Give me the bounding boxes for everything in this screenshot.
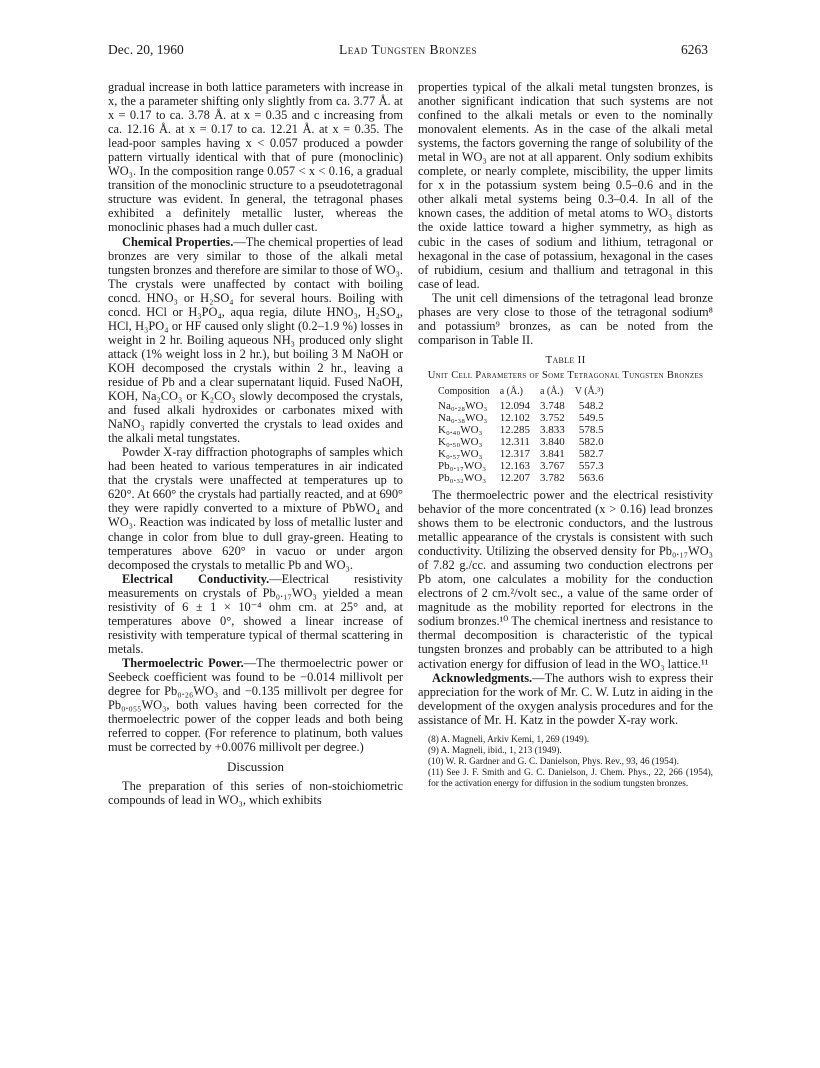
- reference-item: (8) A. Magneli, Arkiv Kemi, 1, 269 (1949).: [428, 734, 590, 745]
- cell-value: 3.841: [539, 447, 565, 460]
- runin-heading: Chemical Properties.: [122, 234, 234, 249]
- reference-item: (10) W. R. Gardner and G. C. Danielson, Phys. Rev., 93, 46 (1954).: [428, 756, 679, 767]
- paragraph-chemical: [108, 235, 403, 446]
- reference-item: (11) See J. F. Smith and G. C. Danielson, J. Chem. Phys., 22, 266 (1954), for the activation energy for diffusion in the sodium tungsten bronzes.: [428, 767, 713, 789]
- cell-value: 3.752: [539, 411, 565, 424]
- paragraph-electrical: [108, 572, 403, 656]
- runin-heading: Acknowledgments.: [432, 670, 533, 685]
- paragraph-thermoelectric: [108, 656, 403, 754]
- table-title: Table II: [545, 353, 586, 366]
- paragraph-text: —The authors wish to express their appreciation for the work of Mr. C. W. Lutz in aiding in the development of the oxygen analysis procedures and for the assistance of Mr. H. Katz in the powder X-ray work.: [418, 670, 713, 727]
- cell-value: 578.5: [578, 423, 604, 436]
- paragraph: The thermoelectric power and the electrical resistivity behavior of the more concentrated (x > 0.16) lead bronzes shows them to be electronic conductors, and the lustrous metallic appearance of the crystals is consistent with such conductivity. Utilizing the observed density for Pb₀.₁₇WO₃ of 7.82 g./cc. and assuming two conduction electrons per Pb atom, one calculates a mobility for the conduction electrons of 2 cm.²/volt sec., a value of the same order of magnitude as the mobility reported for electrons in the sodium bronzes.¹⁰ The chemical inertness and resistance to thermal decomposition is characteristic of the typical tungsten bronzes and probably can be attributed to a high activation energy for diffusion of lead in the WO₃ lattice.¹¹: [418, 487, 713, 671]
- table-row: [438, 448, 614, 460]
- cell-value: 549.5: [578, 411, 604, 424]
- cell-value: 12.207: [499, 471, 530, 484]
- column-header: a (Å.): [539, 385, 564, 397]
- column-header: a (Å.): [499, 385, 524, 397]
- cell-composition: Na₀.₃₈WO₃: [438, 411, 488, 424]
- cell-value: 12.163: [499, 459, 530, 472]
- data-table: [438, 386, 614, 484]
- paragraph-text: —The thermoelectric power or Seebeck coefficient was found to be −0.014 millivolt per degree for Pb₀.₂₆WO₃ and −0.135 millivolt per degree for Pb₀.₀₅₅WO₃, both values having been corrected for the thermoelectric power of the copper leads and both being referred to copper. (For reference to platinum, both values must be corrected by +0.0076 millivolt per degree.): [108, 655, 403, 755]
- table-row: [438, 424, 614, 436]
- section-heading: Discussion: [226, 759, 285, 775]
- cell-value: 12.102: [499, 411, 530, 424]
- table-row: [438, 472, 614, 484]
- page-header: [108, 42, 708, 62]
- cell-value: 3.782: [539, 471, 565, 484]
- cell-value: 557.3: [578, 459, 604, 472]
- cell-composition: Pb₀.₃₂WO₃: [438, 471, 487, 484]
- table-row: [438, 460, 614, 472]
- paragraph-text: —The chemical properties of lead bronzes are very similar to those of the alkali metal tungsten bronzes and therefore are similar to those of WO₃. The crystals were unaffected by contact with boiling concd. HNO₃ or H₂SO₄ for several hours. Boiling with concd. HCl or H₃PO₄, aqua regia, dilute HNO₃, H₂SO₄, HCl, H₃PO₄ or HF caused only slight (0.2–1.9 %) losses in weight in 2 hr. Boiling aqueous NH₃ produced only slight attack (1% weight loss in 2 hr.), but boiling 3 M NaOH or KOH decomposed the crystals within 2 hr., leaving a residue of Pb and a clear supernatant liquid. Fused NaOH, KOH, Na₂CO₃ or K₂CO₃ slowly decomposed the crystals, and fused alkali hydroxides or carbonates mixed with NaNO₃ rapidly converted the crystals to lead oxides and the alkali metal tungstates.: [108, 234, 403, 446]
- cell-value: 12.317: [499, 447, 530, 460]
- cell-value: 3.748: [539, 399, 565, 412]
- column-header: Composition: [438, 385, 490, 397]
- paragraph: properties typical of the alkali metal tungsten bronzes, is another significant indication that such systems are not confined to the alkali metals or even to the nominally monovalent elements. As in the case of the alkali metal systems, the factors governing the range of solubility of the metal in WO₃ are not at all apparent. Only sodium exhibits complete, or nearly complete, miscibility, the upper limits for x in the potassium system being 0.5–0.6 and in the other alkali metal systems being 0.3–0.4. In all of the known cases, the addition of metal atoms to WO₃ distorts the oxide lattice toward a higher symmetry, as high as cubic in the cases of sodium and lithium, tetragonal or hexagonal in the case of potassium, hexagonal in the cases of rubidium, cesium and thallium and tetragonal in this case of lead.: [418, 80, 713, 291]
- table-row: [438, 412, 614, 424]
- cell-value: 3.840: [539, 435, 565, 448]
- cell-composition: K₀.₅₇WO₃: [438, 447, 483, 460]
- paragraph: Powder X-ray diffraction photographs of samples which had been heated to various temperatures in air indicated that the crystals were unaffected at temperatures up to 620°. At 660° the crystals had partially reacted, and at 690° they were rapidly converted to a mixture of PbWO₄ and WO₃. Reaction was indicated by loss of metallic luster and change in color from blue to dull gray-green. Heating to temperatures above 620° in vacuo or under argon decomposed the crystals to metallic Pb and WO₃.: [108, 445, 403, 572]
- page-number: 6263: [681, 42, 708, 57]
- runin-heading: Electrical Conductivity.: [122, 571, 270, 586]
- cell-value: 548.2: [578, 399, 604, 412]
- paragraph: gradual increase in both lattice parameters with increase in x, the a parameter shifting only slightly from ca. 3.77 Å. at x = 0.17 to ca. 3.78 Å. at x = 0.35 and c increasing from ca. 12.16 Å. at x = 0.17 to ca. 12.21 Å. at x = 0.35. The lead-poor samples having x < 0.057 produced a powder pattern virtually identical with that of pure (monoclinic) WO₃. In the composition range 0.057 < x < 0.16, a gradual transition of the monoclinic structure to a pseudotetragonal structure was evident. In general, the tetragonal phases exhibited a definitely metallic luster, whereas the monoclinic phases had a much duller cast.: [108, 80, 403, 235]
- cell-composition: Pb₀.₁₇WO₃: [438, 459, 487, 472]
- paragraph: The unit cell dimensions of the tetragonal lead bronze phases are very close to those of the tetragonal sodium⁸ and potassium⁹ bronzes, as can be noted from the comparison in Table II.: [418, 290, 713, 347]
- table-row: [438, 400, 614, 412]
- table-row: [438, 436, 614, 448]
- right-column: [418, 80, 713, 790]
- cell-value: 12.311: [500, 435, 530, 448]
- cell-composition: Na₀.₂₈WO₃: [438, 399, 488, 412]
- left-column: [108, 80, 403, 807]
- cell-value: 3.833: [539, 423, 565, 436]
- paragraph-acknowledgments: [418, 671, 713, 727]
- cell-composition: K₀.₅₀WO₃: [438, 435, 483, 448]
- reference-item: (9) A. Magneli, ibid., 1, 213 (1949).: [428, 745, 562, 756]
- paragraph: The preparation of this series of non-stoichiometric compounds of lead in WO₃, which exhibits: [108, 779, 403, 808]
- cell-value: 12.285: [499, 423, 530, 436]
- header-date: Dec. 20, 1960: [108, 42, 184, 57]
- runin-heading: Thermoelectric Power.: [122, 655, 244, 670]
- column-header: V (Å.³): [574, 385, 604, 397]
- cell-value: 582.7: [578, 447, 604, 460]
- header-title: Lead Tungsten Bronzes: [338, 42, 477, 57]
- cell-value: 563.6: [578, 471, 604, 484]
- cell-value: 582.0: [578, 435, 604, 448]
- references: [418, 735, 713, 790]
- paragraph-text: —Electrical resistivity measurements on crystals of Pb₀.₁₇WO₃ yielded a mean resistivity of 6 ± 1 × 10⁻⁴ ohm cm. at 25° and, at temperatures above 0°, showed a linear increase of resistivity with temperature typical of thermal scattering in metals.: [108, 571, 403, 656]
- cell-value: 3.767: [539, 459, 565, 472]
- table-header-row: [438, 386, 614, 400]
- table-caption: Unit Cell Parameters of Some Tetragonal Tungsten Bronzes: [427, 369, 704, 381]
- cell-composition: K₀.₄₀WO₃: [438, 423, 483, 436]
- cell-value: 12.094: [499, 399, 530, 412]
